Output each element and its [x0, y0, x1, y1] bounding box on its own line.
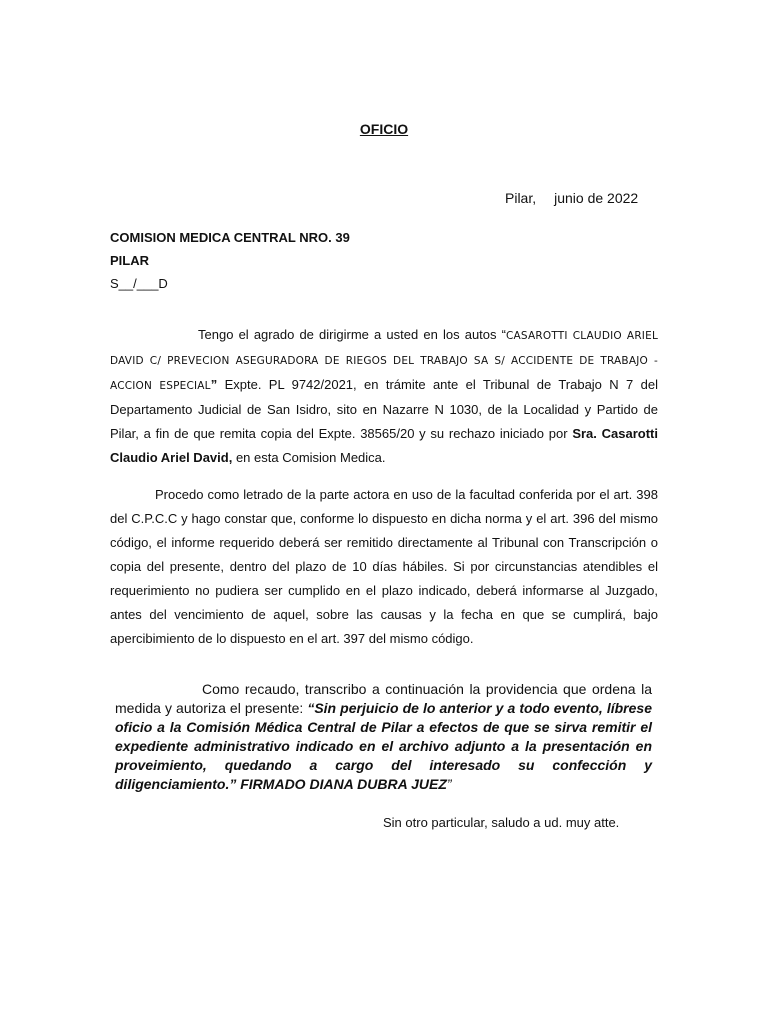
recipient-city: PILAR	[110, 253, 149, 268]
date-text: junio de 2022	[554, 190, 639, 206]
case-title: CASAROTTI CLAUDIO ARIEL DAVID C/ PREVECION ASEGURADORA DE RIEGOS DEL TRABAJO SA S/ ACCIDENTE DE TRABAJO - ACCION ESPECIAL	[110, 330, 658, 392]
closing-line: Sin otro particular, saludo a ud. muy atte.	[383, 815, 620, 830]
paragraph-legal-basis-text: Procedo como letrado de la parte actora en uso de la facultad conferida por el art. 398 del C.P.C.C y hago constar que, conforme lo dispuesto en dicha norma y el art. 396 del mismo código, el informe requerido deberá ser remitido directamente al Tribunal con Transcripción o copia del presente, dentro del plazo de 10 días hábiles. Si por circunstancias atendibles el requerimiento no pudiera ser cumplido en el plazo indicado, deberá informarse al Juzgado, antes del vencimiento de aquel, sobre las causas y la fecha en que se cumplirá, bajo apercibimiento de lo dispuesto en el art. 397 del mismo código.	[110, 487, 658, 646]
court-order-quote: “Sin perjuicio de lo anterior y a todo evento, líbrese oficio a la Comisión Médica Central de Pilar a efectos de que se sirva remitir el expediente administrativo indicado en el archivo adjunto a la presentación en proveimiento, quedando a cargo del interesado su confección y diligenciamiento.” FIRMADO DIANA DUBRA JUEZ	[115, 700, 652, 792]
place-text: Pilar,	[505, 190, 537, 206]
paragraph-request	[110, 323, 658, 470]
recipient-salutation: S__/___D	[110, 276, 168, 291]
place-date-line	[505, 190, 638, 206]
paragraph-transcription	[115, 680, 652, 794]
recipient-name: COMISION MEDICA CENTRAL NRO. 39	[110, 230, 350, 245]
paragraph-legal-basis	[110, 483, 658, 651]
paragraph-request-intro: Tengo el agrado de dirigirme a usted en los autos “	[198, 327, 506, 342]
paragraph-request-end: en esta Comision Medica.	[232, 450, 386, 465]
paragraph-transcription-intro: Como recaudo, transcribo a continuación la providencia que ordena la medida y autoriza el presente:	[115, 681, 652, 716]
court-order-end-quote: ”	[446, 776, 452, 792]
paragraph-request-body: Expte. PL 9742/2021, en trámite ante el Tribunal de Trabajo N 7 del Departamento Judicial de San Isidro, sito en Nazarre N 1030, de la Localidad y Partido de Pilar, a fin de que remita copia del Expte. 38565/20 y su rechazo iniciado por	[110, 377, 658, 441]
case-title-close-quote: ”	[210, 377, 218, 392]
plaintiff-name: Sra. Casarotti Claudio Ariel David,	[110, 426, 658, 465]
document-title: OFICIO	[359, 121, 409, 137]
recipient-block	[110, 226, 350, 295]
